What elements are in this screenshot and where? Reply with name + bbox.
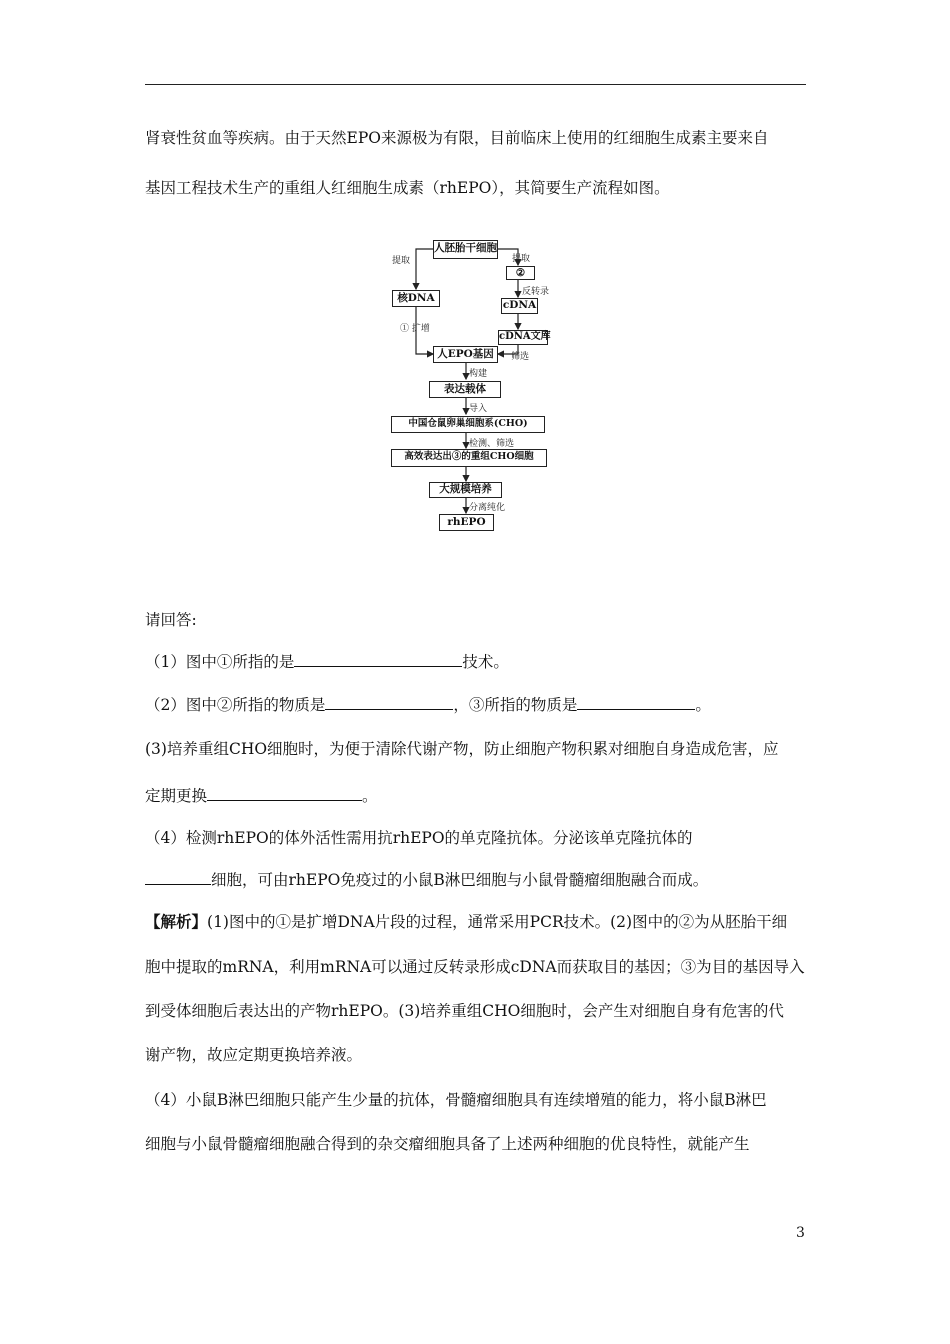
q2-answer-blank-1[interactable] [325, 693, 453, 710]
box-cho-cell-line: 中国仓鼠卵巢细胞系(CHO) [391, 416, 545, 433]
page-number: 3 [796, 1225, 805, 1241]
question-3-line-2 [145, 784, 378, 806]
label-detect-screen: 检测、筛选 [469, 439, 515, 449]
analysis-line-2: 胞中提取的mRNA，利用mRNA可以通过反转录形成cDNA而获取目的基因；③为目的基因导入 [145, 958, 805, 976]
paragraph-line-2: 基因工程技术生产的重组人红细胞生成素（rhEPO），其简要生产流程如图。 [145, 179, 670, 197]
label-screen: 筛选 [511, 352, 530, 362]
label-amplify: ① 扩增 [400, 324, 430, 334]
q3-text-b: 。 [362, 787, 378, 805]
analysis-tag: 【解析】 [145, 912, 208, 931]
box-nuclear-dna: 核DNA [392, 290, 440, 307]
box-embryo-stem-cell: 人胚胎干细胞 [433, 240, 498, 259]
analysis-line-4: 谢产物，故应定期更换培养液。 [145, 1046, 363, 1064]
label-separate-purify: 分离纯化 [469, 503, 506, 513]
box-rhepo: rhEPO [439, 514, 494, 531]
box-cdna: cDNA [501, 298, 538, 314]
q1-text-b: 技术。 [462, 653, 509, 671]
q2-text-a: （2）图中②所指的物质是 [145, 696, 326, 714]
header-rule [145, 84, 806, 85]
box-expression-vector: 表达载体 [429, 381, 501, 398]
label-introduce: 导入 [469, 404, 488, 414]
q2-text-c: 。 [695, 696, 711, 714]
box-large-scale-culture: 大规模培养 [429, 482, 502, 498]
q4-answer-blank[interactable] [145, 868, 211, 885]
production-flow-diagram [388, 233, 552, 543]
label-extract-left: 提取 [392, 256, 411, 266]
question-1 [145, 650, 509, 672]
analysis-line-1 [145, 912, 787, 932]
q2-text-b: ，③所指的物质是 [453, 696, 578, 714]
question-2 [145, 693, 711, 715]
q1-text-a: （1）图中①所指的是 [145, 653, 295, 671]
question-4-line-1: （4）检测rhEPO的体外活性需用抗rhEPO的单克隆抗体。分泌该单克隆抗体的 [145, 829, 693, 847]
q4-text: 细胞，可由rhEPO免疫过的小鼠B淋巴细胞与小鼠骨髓瘤细胞融合而成。 [211, 871, 709, 889]
label-construct: 构建 [469, 369, 488, 379]
label-reverse-transcription: 反转录 [522, 287, 550, 297]
paragraph-line-1: 肾衰性贫血等疾病。由于天然EPO来源极为有限，目前临床上使用的红细胞生成素主要来自 [145, 129, 769, 147]
q3-text-a: 定期更换 [145, 787, 208, 805]
box-recombinant-cho: 高效表达出③的重组CHO细胞 [391, 449, 547, 467]
box-substance-2: ② [506, 266, 535, 280]
box-cdna-library: cDNA文库 [498, 330, 548, 345]
question-4-line-2 [145, 868, 708, 890]
q2-answer-blank-2[interactable] [577, 693, 695, 710]
question-3-line-1: (3)培养重组CHO细胞时，为便于清除代谢产物，防止细胞产物积累对细胞自身造成危害，应 [145, 740, 779, 758]
q3-answer-blank[interactable] [207, 784, 362, 801]
q1-answer-blank[interactable] [294, 650, 462, 667]
question-prompt: 请回答: [145, 611, 197, 629]
analysis-line-3: 到受体细胞后表达出的产物rhEPO。(3)培养重组CHO细胞时，会产生对细胞自身有危害的代 [145, 1002, 784, 1020]
analysis-line-6: 细胞与小鼠骨髓瘤细胞融合得到的杂交瘤细胞具备了上述两种细胞的优良特性，就能产生 [145, 1135, 750, 1153]
analysis-line-5: （4）小鼠B淋巴细胞只能产生少量的抗体，骨髓瘤细胞具有连续增殖的能力，将小鼠B淋巴 [145, 1091, 767, 1109]
box-human-epo-gene: 人EPO基因 [433, 346, 498, 363]
label-extract-right: 提取 [512, 254, 531, 264]
analysis-text-1: (1)图中的①是扩增DNA片段的过程，通常采用PCR技术。(2)图中的②为从胚胎干细 [207, 913, 788, 931]
